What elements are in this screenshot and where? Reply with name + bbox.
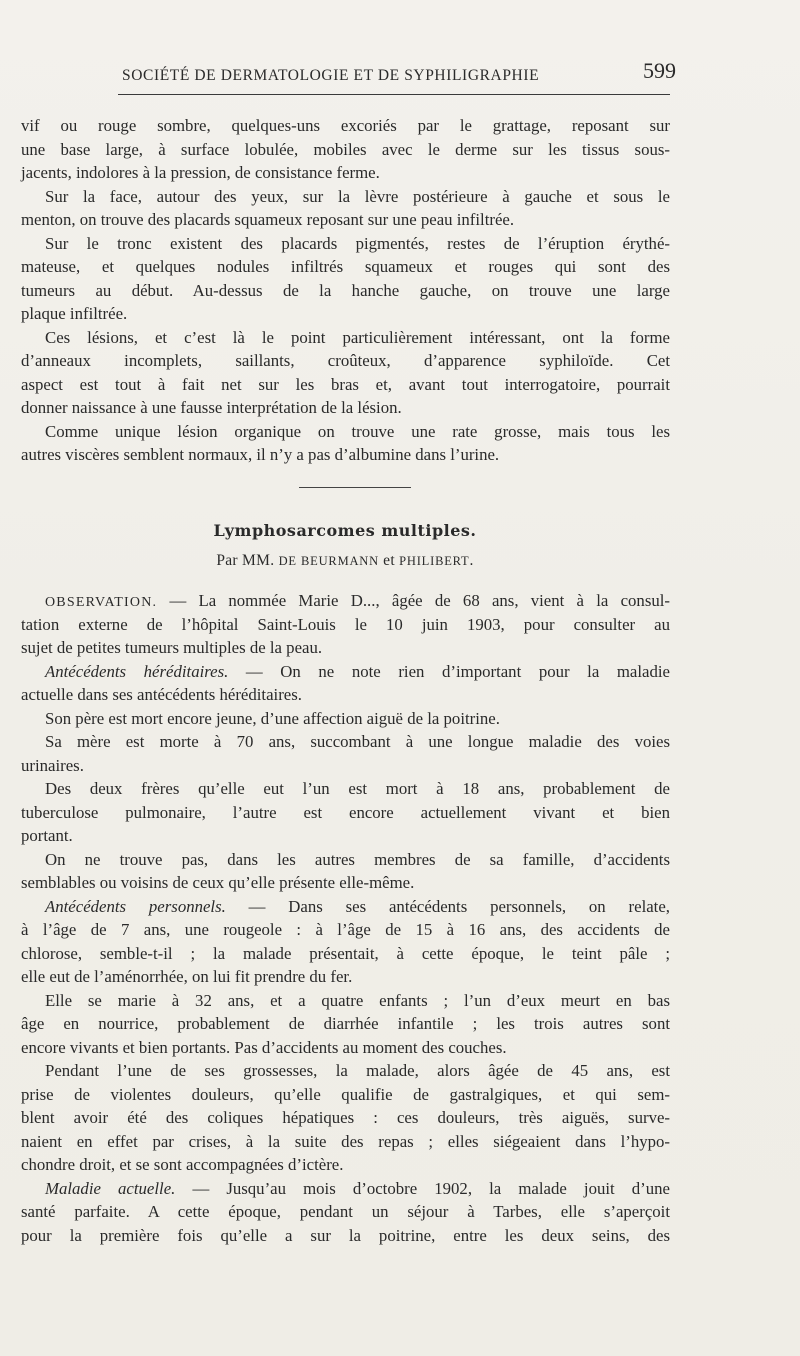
authors-end: . <box>469 552 474 569</box>
observation-label: OBSERVATION. <box>45 595 158 610</box>
authors-conjunction: et <box>383 552 395 569</box>
author-name: BEURMANN <box>301 554 379 568</box>
authors-prefix: Par MM. <box>216 552 275 569</box>
text-line: OBSERVATION. — La nommée Marie D..., âgée de 68 ans, vient à la consul- <box>45 591 670 610</box>
continuation-text <box>21 114 670 467</box>
text-line: menton, on trouve des placards squameux reposant sur une peau infiltrée. <box>21 210 515 229</box>
text-line: elle eut de l’aménorrhée, on lui fit prendre du fer. <box>21 967 353 986</box>
running-title: SOCIÉTÉ DE DERMATOLOGIE ET DE SYPHILIGRAPHIE <box>122 67 540 84</box>
section-separator <box>299 487 411 488</box>
text-line: prise de violentes douleurs, qu’elle qualifie de gastralgiques, et qui sem- <box>21 1084 670 1104</box>
text-line: Antécédents personnels. — Dans ses antécédents personnels, on relate, <box>45 896 670 916</box>
text-line: à l’âge de 7 ans, une rougeole : à l’âge de 15 à 16 ans, des accidents de <box>21 920 670 939</box>
text-line: une base large, à surface lobulée, mobiles avec le derme sur les tissus sous- <box>21 139 670 159</box>
text-line: Ces lésions, et c’est là le point particulièrement intéressant, ont la forme <box>45 327 670 347</box>
running-header <box>122 58 676 86</box>
text-line: Comme unique lésion organique on trouve une rate grosse, mais tous les <box>45 421 670 441</box>
text-line: chlorose, semble-t-il ; la malade présentait, à cette époque, le teint pâle ; <box>21 943 670 963</box>
section-label: Antécédents héréditaires. <box>45 661 229 681</box>
header-rule <box>118 94 670 95</box>
observation-text <box>21 589 670 1247</box>
text-line: Son père est mort encore jeune, d’une affection aiguë de la poitrine. <box>45 708 500 728</box>
text-line: tation externe de l’hôpital Saint-Louis le 10 juin 1903, pour consulter au <box>21 614 670 634</box>
text-line: Des deux frères qu’elle eut l’un est mort à 18 ans, probablement de <box>45 779 670 798</box>
article-authors <box>0 552 690 570</box>
section-label: Maladie actuelle. <box>45 1178 176 1198</box>
text-line: mateuse, et quelques nodules infiltrés squameux et rouges qui sont des <box>21 257 670 276</box>
text-line: tuberculose pulmonaire, l’autre est encore actuellement vivant et bien <box>21 802 670 822</box>
section-label: Antécédents personnels. <box>45 896 226 916</box>
text-line: Maladie actuelle. — Jusqu’au mois d’octobre 1902, la malade jouit d’une <box>45 1178 670 1198</box>
text-line: naient en effet par crises, à la suite des repas ; elles siégeaient dans l’hypo- <box>21 1131 670 1151</box>
text-line: On ne trouve pas, dans les autres membres de sa famille, d’accidents <box>45 849 670 869</box>
text-line: jacents, indolores à la pression, de consistance ferme. <box>21 163 380 182</box>
text-line: pour la première fois qu’elle a sur la poitrine, entre les deux seins, des <box>21 1225 670 1245</box>
text-line: âge en nourrice, probablement de diarrhée infantile ; les trois autres sont <box>21 1014 670 1033</box>
text-line: semblables ou voisins de ceux qu’elle présente elle-même. <box>21 873 415 892</box>
text-line: Sa mère est morte à 70 ans, succombant à une longue maladie des voies <box>45 732 670 751</box>
text-line: d’anneaux incomplets, saillants, croûteux, d’apparence syphiloïde. Cet <box>21 351 670 370</box>
text-line: autres viscères semblent normaux, il n’y a pas d’albumine dans l’urine. <box>21 445 500 464</box>
text-line: portant. <box>21 826 73 845</box>
text-line: Pendant l’une de ses grossesses, la malade, alors âgée de 45 ans, est <box>45 1061 670 1080</box>
text-line: Sur le tronc existent des placards pigmentés, restes de l’éruption érythé- <box>45 233 670 253</box>
article-title: Lymphosarcomes multiples. <box>213 521 477 540</box>
text-line: donner naissance à une fausse interprétation de la lésion. <box>21 398 402 417</box>
text-line: encore vivants et bien portants. Pas d’accidents au moment des couches. <box>21 1037 507 1057</box>
text-line: Sur la face, autour des yeux, sur la lèvre postérieure à gauche et sous le <box>45 186 670 206</box>
text-line: actuelle dans ses antécédents héréditaires. <box>21 685 302 704</box>
page-number: 599 <box>643 58 676 83</box>
author-particle: DE <box>278 554 297 568</box>
text-line: Antécédents héréditaires. — On ne note rien d’important pour la maladie <box>45 661 670 681</box>
text-line: vif ou rouge sombre, quelques-uns excoriés par le grattage, reposant sur <box>21 116 670 135</box>
text-line: santé parfaite. A cette époque, pendant un séjour à Tarbes, elle s’aperçoit <box>21 1202 670 1221</box>
text-line: aspect est tout à fait net sur les bras et, avant tout interrogatoire, pourrait <box>21 374 670 394</box>
text-line: tumeurs au début. Au-dessus de la hanche gauche, on trouve une large <box>21 280 670 300</box>
text-line: sujet de petites tumeurs multiples de la peau. <box>21 638 323 657</box>
text-line: Elle se marie à 32 ans, et a quatre enfants ; l’un d’eux meurt en bas <box>45 990 670 1010</box>
text-line: plaque infiltrée. <box>21 304 128 323</box>
text-line: blent avoir été des coliques hépatiques : ces douleurs, très aiguës, surve- <box>21 1108 670 1127</box>
text-line: chondre droit, et se sont accompagnées d’ictère. <box>21 1155 344 1174</box>
author-name: PHILIBERT <box>399 554 470 568</box>
text-line: urinaires. <box>21 755 84 775</box>
